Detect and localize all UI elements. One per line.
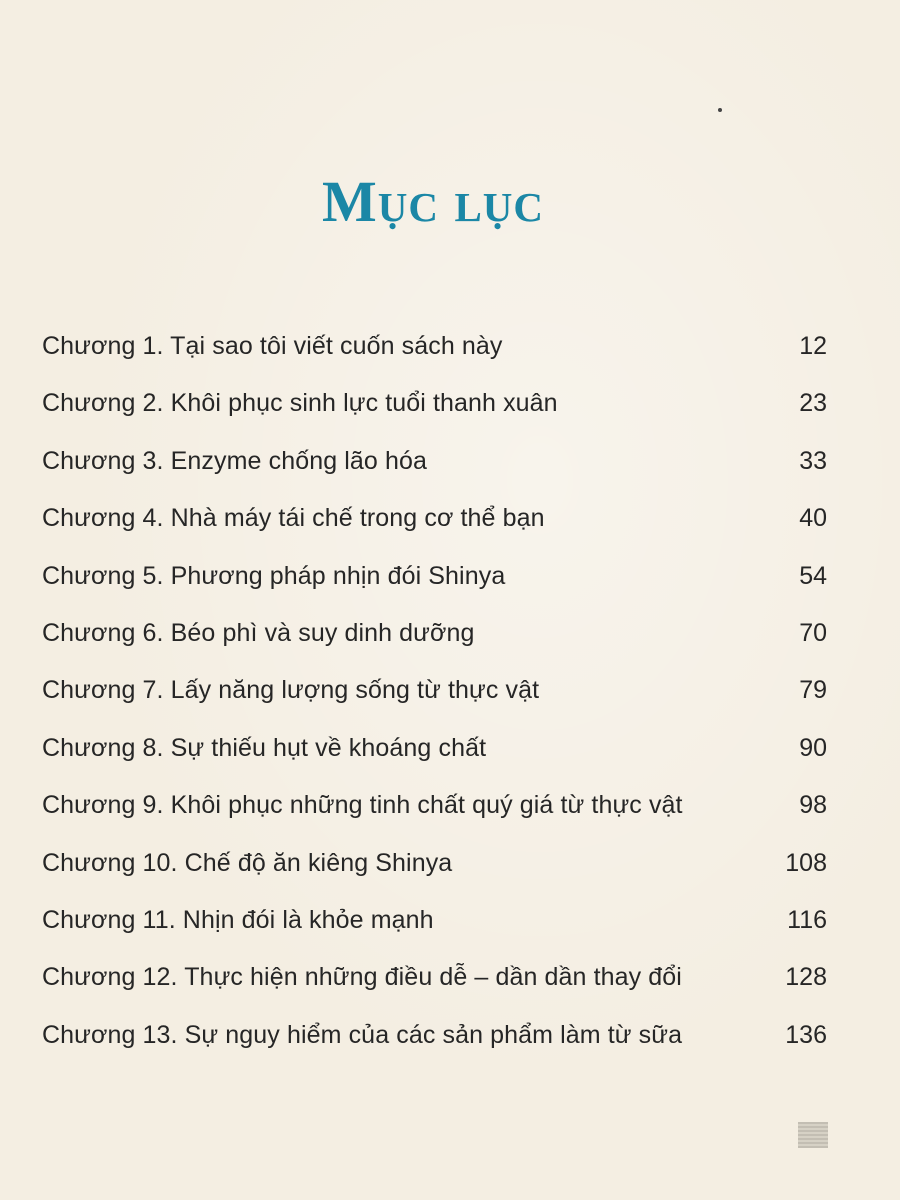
- toc-entry-title: Chương 11. Nhịn đói là khỏe mạnh: [42, 905, 434, 934]
- toc-entry-page: 23: [799, 389, 827, 418]
- toc-entry-page: 70: [799, 618, 827, 647]
- toc-heading: Mục lục: [321, 169, 545, 234]
- toc-entry: [42, 662, 827, 719]
- toc-entry-page: 90: [799, 733, 827, 762]
- corner-print-mark: [798, 1122, 828, 1148]
- toc-entry-page: 54: [799, 561, 827, 590]
- toc-entry-title: Chương 4. Nhà máy tái chế trong cơ thể bạn: [42, 504, 545, 533]
- toc-entry: [42, 433, 827, 490]
- toc-entry-page: 40: [799, 504, 827, 533]
- toc-entry-page: 98: [799, 791, 827, 820]
- toc-entry-page: 116: [787, 905, 827, 934]
- toc-entry: [42, 835, 827, 892]
- toc-entry: [42, 605, 827, 662]
- toc-entry: [42, 490, 827, 547]
- toc-entry-title: Chương 8. Sự thiếu hụt về khoáng chất: [42, 733, 487, 762]
- toc-entry: [42, 1007, 827, 1064]
- toc-entry-title: Chương 9. Khôi phục những tinh chất quý giá từ thực vật: [42, 791, 683, 820]
- toc-entry-title: Chương 5. Phương pháp nhịn đói Shinya: [42, 561, 506, 590]
- toc-entry-page: 33: [799, 446, 827, 475]
- toc-entry-title: Chương 3. Enzyme chống lão hóa: [42, 446, 427, 475]
- toc-entry-title: Chương 12. Thực hiện những điều dễ – dần dần thay đổi: [42, 963, 682, 992]
- toc-entry-title: Chương 7. Lấy năng lượng sống từ thực vật: [42, 676, 540, 705]
- toc-entry-page: 79: [799, 676, 827, 705]
- toc-list: [42, 318, 827, 1064]
- toc-entry-title: Chương 1. Tại sao tôi viết cuốn sách này: [42, 332, 503, 360]
- toc-entry-title: Chương 10. Chế độ ăn kiêng Shinya: [42, 848, 453, 877]
- toc-entry: [42, 720, 827, 777]
- toc-entry: [42, 777, 827, 834]
- toc-entry-page: 12: [799, 332, 827, 360]
- toc-entry: [42, 892, 827, 949]
- toc-entry-title: Chương 6. Béo phì và suy dinh dưỡng: [42, 618, 475, 647]
- print-speck: [718, 108, 722, 112]
- toc-entry: [42, 949, 827, 1006]
- toc-entry: [42, 318, 827, 375]
- toc-entry-title: Chương 13. Sự nguy hiểm của các sản phẩm làm từ sữa: [42, 1020, 683, 1049]
- toc-entry-page: 136: [785, 1020, 827, 1049]
- toc-entry-page: 108: [785, 848, 827, 877]
- toc-entry-title: Chương 2. Khôi phục sinh lực tuổi thanh xuân: [42, 389, 558, 418]
- toc-entry-page: 128: [785, 963, 827, 992]
- toc-entry: [42, 375, 827, 432]
- toc-entry: [42, 548, 827, 605]
